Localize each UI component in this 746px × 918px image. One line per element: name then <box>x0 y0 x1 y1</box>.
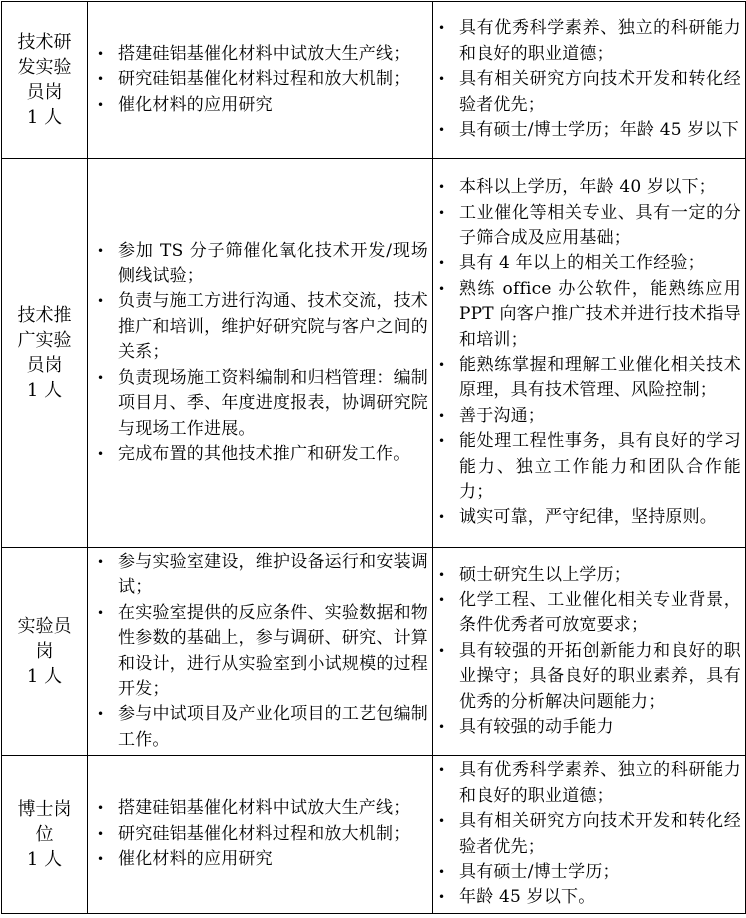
bullet-icon: • <box>97 446 105 461</box>
bullet-icon: • <box>438 281 446 296</box>
requirement-text: 诚实可靠，严守纪律，坚持原则。 <box>459 507 717 528</box>
bullet-icon: • <box>97 243 105 258</box>
bullet-icon: • <box>97 370 105 385</box>
bullet-icon: • <box>438 408 446 423</box>
requirement-text: 能处理工程性事务，具有良好的学习能力、独立工作能力和团队合作能力； <box>459 431 741 503</box>
list-item <box>94 93 428 118</box>
duties-cell <box>88 548 433 756</box>
bullet-icon: • <box>97 554 105 569</box>
list-item <box>94 702 428 753</box>
bullet-icon: • <box>438 21 446 36</box>
position-line: 广实验 <box>17 330 72 351</box>
bullet-icon: • <box>438 123 446 138</box>
requirements-cell <box>433 159 746 548</box>
duty-text: 搭建硅铝基催化材料中试放大生产线； <box>118 43 411 64</box>
position-line: 实验员 <box>17 616 72 637</box>
position-line: 1 人 <box>26 107 63 128</box>
position-line: 员岗 <box>26 82 63 103</box>
requirement-text: 具有相关研究方向技术开发和转化经验者优先； <box>459 69 741 115</box>
bullet-icon: • <box>97 801 105 816</box>
list-item <box>435 885 741 910</box>
duty-text: 负责现场施工资料编制和归档管理：编制项目月、季、年度进度报表，协调研究院与现场工作进展。 <box>118 367 428 439</box>
list-item <box>94 822 428 847</box>
duty-text: 研究硅铝基催化材料过程和放大机制； <box>118 69 411 90</box>
duty-text: 在实验室提供的反应条件、实验数据和物性参数的基础上，参与调研、研究、计算和设计，进行从实验室到小试规模的过程开发； <box>118 602 428 699</box>
position-line: 博士岗 <box>17 799 72 820</box>
position-cell <box>2 548 88 756</box>
list-item <box>435 16 741 67</box>
duty-text: 参与中试项目及产业化项目的工艺包编制工作。 <box>118 704 428 750</box>
duty-text: 催化材料的应用研究 <box>118 849 273 870</box>
requirement-text: 具有相关研究方向技术开发和转化经验者优先； <box>459 811 741 857</box>
bullet-icon: • <box>97 826 105 841</box>
list-item <box>435 353 741 404</box>
bullet-icon: • <box>438 567 446 582</box>
duty-text: 催化材料的应用研究 <box>118 94 273 115</box>
bullet-icon: • <box>438 890 446 905</box>
requirement-text: 具有 4 年以上的相关工作经验； <box>459 253 705 274</box>
list-item <box>435 175 741 200</box>
requirement-text: 具有硕士/博士学历；年龄 45 岁以下 <box>459 120 739 141</box>
list-item <box>435 860 741 885</box>
list-item <box>435 251 741 276</box>
position-line: 1 人 <box>26 380 63 401</box>
list-item <box>94 289 428 365</box>
duty-text: 参与实验室建设，维护设备运行和安装调试； <box>118 551 428 598</box>
bullet-icon: • <box>438 763 446 778</box>
list-item <box>94 42 428 67</box>
list-item <box>94 550 428 601</box>
bullet-icon: • <box>438 72 446 87</box>
bullet-icon: • <box>438 643 446 658</box>
list-item <box>94 239 428 290</box>
list-item <box>435 588 741 639</box>
requirement-text: 具有较强的开拓创新能力和良好的职业操守；具备良好的职业素养，具有优秀的分析解决问题能力； <box>459 640 741 712</box>
position-line: 技术研 <box>17 32 72 53</box>
bullet-icon: • <box>97 294 105 309</box>
requirements-cell <box>433 2 746 159</box>
requirement-text: 工业催化等相关专业、具有一定的分子筛合成及应用基础； <box>459 202 741 248</box>
bullet-icon: • <box>97 707 105 722</box>
bullet-icon: • <box>438 720 446 735</box>
list-item <box>435 639 741 715</box>
position-cell <box>2 159 88 548</box>
duties-cell <box>88 756 433 914</box>
position-cell <box>2 756 88 914</box>
position-line: 员岗 <box>26 355 63 376</box>
duty-text: 研究硅铝基催化材料过程和放大机制； <box>118 823 411 844</box>
position-line: 岗 <box>35 641 54 662</box>
requirement-text: 善于沟通； <box>459 405 545 426</box>
requirement-text: 熟练 office 办公软件，能熟练应用 PPT 向客户推广技术并进行技术指导和培训； <box>459 278 741 350</box>
table-row <box>2 2 746 159</box>
list-item <box>94 442 428 467</box>
list-item <box>435 67 741 118</box>
bullet-icon: • <box>438 510 446 525</box>
job-table-body <box>2 2 746 914</box>
position-line: 1 人 <box>26 849 63 870</box>
list-item <box>435 758 741 809</box>
table-row <box>2 756 746 914</box>
requirement-text: 具有较强的动手能力 <box>459 717 614 738</box>
list-item <box>435 809 741 860</box>
list-item <box>435 715 741 740</box>
list-item <box>435 277 741 353</box>
requirement-text: 本科以上学历，年龄 40 岁以下； <box>459 177 716 198</box>
requirement-text: 具有优秀科学素养、独立的科研能力和良好的职业道德； <box>459 18 741 64</box>
position-cell <box>2 2 88 159</box>
bullet-icon: • <box>438 864 446 879</box>
bullet-icon: • <box>438 256 446 271</box>
bullet-icon: • <box>438 180 446 195</box>
list-item <box>435 563 741 588</box>
list-item <box>94 796 428 821</box>
list-item <box>435 118 741 143</box>
position-line: 位 <box>35 824 54 845</box>
duty-text: 搭建硅铝基催化材料中试放大生产线； <box>118 798 411 819</box>
table-row <box>2 548 746 756</box>
list-item <box>94 366 428 442</box>
bullet-icon: • <box>97 72 105 87</box>
list-item <box>435 201 741 252</box>
duty-text: 参加 TS 分子筛催化氧化技术开发/现场侧线试验； <box>118 240 428 287</box>
position-line: 1 人 <box>26 666 63 687</box>
list-item <box>94 67 428 92</box>
requirement-text: 具有优秀科学素养、独立的科研能力和良好的职业道德； <box>459 760 741 806</box>
requirement-text: 化学工程、工业催化相关专业背景，条件优秀者可放宽要求； <box>459 589 741 636</box>
list-item <box>435 505 741 530</box>
list-item <box>94 847 428 872</box>
bullet-icon: • <box>438 814 446 829</box>
requirements-cell <box>433 756 746 914</box>
requirement-text: 能熟练掌握和理解工业催化相关技术原理，具有技术管理、风险控制； <box>459 355 741 401</box>
bullet-icon: • <box>438 434 446 449</box>
bullet-icon: • <box>438 205 446 220</box>
duties-cell <box>88 2 433 159</box>
position-line: 发实验 <box>17 57 72 78</box>
duty-text: 负责与施工方进行沟通、技术交流，技术推广和培训，维护好研究院与客户之间的关系； <box>118 291 428 363</box>
position-line: 技术推 <box>17 305 72 326</box>
bullet-icon: • <box>97 46 105 61</box>
bullet-icon: • <box>97 605 105 620</box>
list-item <box>435 404 741 429</box>
bullet-icon: • <box>438 592 446 607</box>
bullet-icon: • <box>438 358 446 372</box>
bullet-icon: • <box>97 97 105 112</box>
job-table <box>1 1 746 914</box>
table-row <box>2 159 746 548</box>
list-item <box>435 429 741 505</box>
requirement-text: 具有硕士/博士学历； <box>459 861 620 882</box>
list-item <box>94 601 428 703</box>
duty-text: 完成布置的其他技术推广和研发工作。 <box>118 443 411 464</box>
bullet-icon: • <box>97 852 105 867</box>
requirement-text: 年龄 45 岁以下。 <box>459 887 596 908</box>
duties-cell <box>88 159 433 548</box>
requirement-text: 硕士研究生以上学历； <box>459 564 631 585</box>
requirements-cell <box>433 548 746 756</box>
